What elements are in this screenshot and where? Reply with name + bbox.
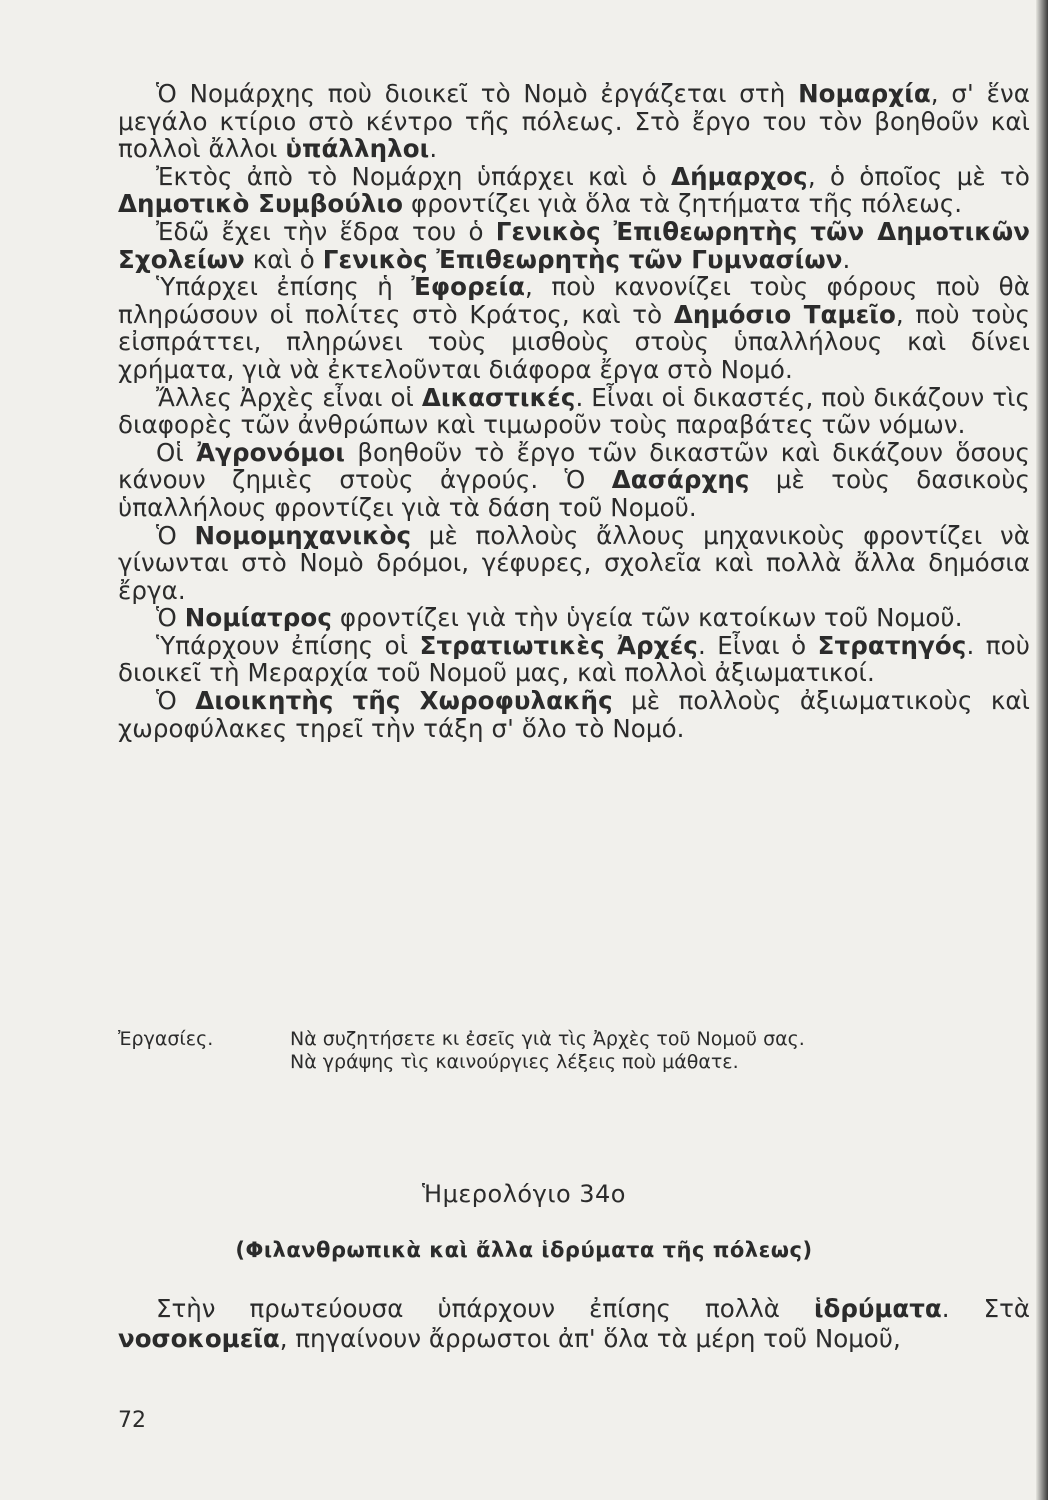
diary-subtitle: (Φιλανθρωπικὰ καὶ ἄλλα ἱδρύματα τῆς πόλεως)	[235, 1238, 813, 1262]
paragraph: Ὑπάρχει ἐπίσης ἡ Ἐφορεία, ποὺ κανονίζει τοὺς φόρους ποὺ θὰ πληρώσουν οἱ πολίτες στὸ Κράτος, καὶ τὸ Δημόσιο Ταμεῖο, ποὺ τοὺς εἰσπράττει, πληρώνει τοὺς μισθοὺς στοὺς ὑπαλλήλους καὶ δίνει χρήματα, γιὰ νὰ ἐκτελοῦνται διάφορα ἔργα στὸ Νομό.	[118, 272, 1031, 384]
paragraph: Ὁ Νομίατρος φροντίζει γιὰ τὴν ὑγεία τῶν κατοίκων τοῦ Νομοῦ.	[156, 603, 963, 633]
paragraph: Ὁ Νομάρχης ποὺ διοικεῖ τὸ Νομὸ ἐργάζεται στὴ Νομαρχία, σ' ἕνα μεγάλο κτίριο στὸ κέντρο τῆς πόλεως. Στὸ ἔργο του τὸν βοηθοῦν καὶ πολλοὶ ἄλλοι ὑπάλληλοι.	[118, 79, 1030, 164]
paragraph: Οἱ Ἀγρονόμοι βοηθοῦν τὸ ἔργο τῶν δικαστῶν καὶ δικάζουν ὅσους κάνουν ζημιὲς στοὺς ἀγρούς. Ὁ Δασάρχης μὲ τοὺς δασικοὺς ὑπαλλήλους φροντίζει γιὰ τὰ δάση τοῦ Νομοῦ.	[118, 437, 1030, 522]
tasks-label: Ἐργασίες.	[118, 1028, 214, 1050]
paragraph: Ἄλλες Ἀρχὲς εἶναι οἱ Δικαστικές. Εἶναι οἱ δικαστές, ποὺ δικάζουν τὶς διαφορὲς τῶν ἀνθρώπων καὶ τιμωροῦν τοὺς παραβάτες τῶν νόμων.	[118, 382, 1030, 440]
paragraph: Ἐδῶ ἔχει τὴν ἕδρα του ὁ Γενικὸς Ἐπιθεωρητὴς τῶν Δημοτικῶν Σχολείων καὶ ὁ Γενικὸς Ἐπιθεωρητὴς τῶν Γυμνασίων.	[118, 216, 1030, 274]
tasks-section	[118, 1028, 1018, 1074]
main-text	[118, 80, 1030, 742]
paragraph: Ὁ Νομομηχανικὸς μὲ πολλοὺς ἄλλους μηχανικοὺς φροντίζει νὰ γίνωνται στὸ Νομὸ δρόμοι, γέφυρες, σχολεῖα καὶ πολλὰ ἄλλα δημόσια ἔργα.	[118, 520, 1030, 605]
page-edge-shadow	[1036, 0, 1048, 1500]
paragraph: Ὑπάρχουν ἐπίσης οἱ Στρατιωτικὲς Ἀρχές. Εἶναι ὁ Στρατηγός. ποὺ διοικεῖ τὴ Μεραρχία τοῦ Νομοῦ μας, καὶ πολλοὶ ἀξιωματικοί.	[118, 630, 1030, 688]
task-line: Νὰ συζητήσετε κι ἐσεῖς γιὰ τὶς Ἀρχὲς τοῦ Νομοῦ σας.	[290, 1028, 805, 1050]
page-number: 72	[118, 1408, 146, 1433]
paragraph: Ἐκτὸς ἀπὸ τὸ Νομάρχη ὑπάρχει καὶ ὁ Δήμαρχος, ὁ ὁποῖος μὲ τὸ Δημοτικὸ Συμβούλιο φροντίζει γιὰ ὅλα τὰ ζητήματα τῆς πόλεως.	[118, 161, 1030, 219]
tasks-list	[290, 1028, 1018, 1074]
paragraph: Ὁ Διοικητὴς τῆς Χωροφυλακῆς μὲ πολλοὺς ἀξιωματικοὺς καὶ χωροφύλακες τηρεῖ τὴν τάξη σ' ὅλο τὸ Νομό.	[118, 686, 1030, 743]
diary-paragraph: Στὴν πρωτεύουσα ὑπάρχουν ἐπίσης πολλὰ ἱδρύματα. Στὰ νοσοκομεῖα, πηγαίνουν ἄρρωστοι ἀπ' ὅλα τὰ μέρη τοῦ Νομοῦ,	[118, 1294, 1030, 1353]
task-line: Νὰ γράψης τὶς καινούργιες λέξεις ποὺ μάθατε.	[290, 1051, 739, 1073]
diary-title: Ἡμερολόγιο 34ο	[422, 1180, 626, 1208]
